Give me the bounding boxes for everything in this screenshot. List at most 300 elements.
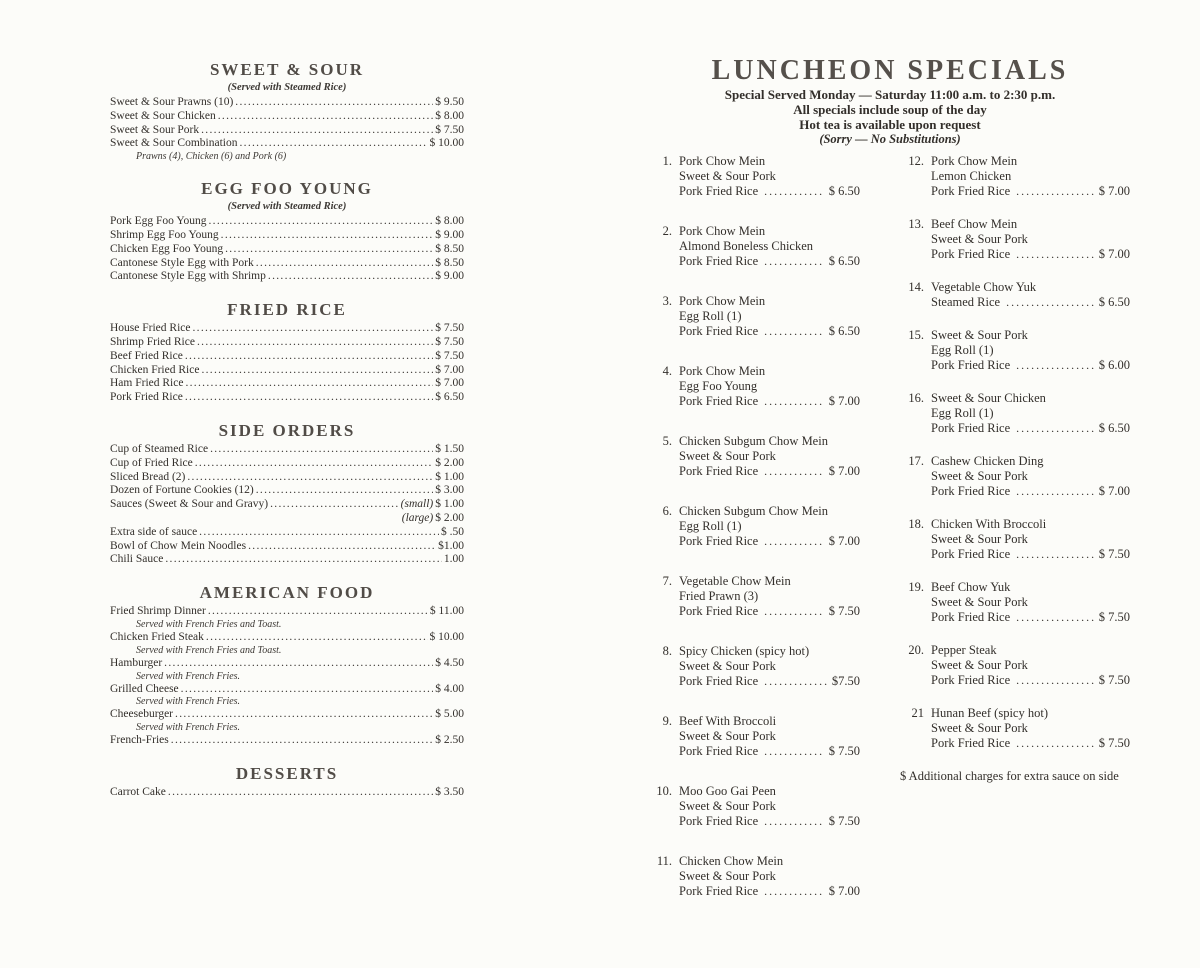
special-price: $ 7.50 bbox=[1098, 610, 1130, 624]
section-items bbox=[110, 786, 464, 800]
special-item bbox=[900, 154, 1130, 199]
special-price-line bbox=[931, 247, 1130, 262]
special-body bbox=[931, 154, 1130, 199]
special-price-line bbox=[679, 324, 860, 339]
special-number: 3. bbox=[662, 294, 672, 308]
dot-leader bbox=[168, 786, 433, 800]
special-lines bbox=[679, 854, 860, 884]
special-number: 17. bbox=[908, 454, 924, 468]
special-price-line bbox=[931, 484, 1130, 499]
menu-item-name: Bowl of Chow Mein Noodles bbox=[110, 539, 247, 552]
special-price-label: Pork Fried Rice bbox=[679, 534, 759, 548]
special-line: Lemon Chicken bbox=[931, 169, 1012, 183]
menu-item-price: $ 10.00 bbox=[429, 137, 464, 150]
menu-item-row bbox=[110, 322, 464, 336]
special-item bbox=[648, 644, 860, 689]
menu-item-row bbox=[110, 498, 464, 512]
dot-leader bbox=[185, 391, 433, 405]
special-line: Sweet & Sour Pork bbox=[931, 328, 1028, 342]
menu-item-price: $ 11.00 bbox=[429, 605, 464, 618]
special-lines bbox=[679, 574, 860, 604]
special-line: Egg Foo Young bbox=[679, 379, 758, 393]
menu-item-row bbox=[110, 229, 464, 243]
special-price-label: Pork Fried Rice bbox=[679, 884, 759, 898]
dot-leader bbox=[1016, 610, 1094, 625]
menu-item-name: Grilled Cheese bbox=[110, 682, 179, 695]
section-items bbox=[110, 96, 464, 163]
special-price: $ 7.00 bbox=[1098, 484, 1130, 498]
special-price-line bbox=[679, 744, 860, 759]
special-price-line bbox=[931, 421, 1130, 436]
menu-item-price: $ 2.00 bbox=[435, 511, 464, 524]
special-number: 18. bbox=[908, 517, 924, 531]
menu-item-row bbox=[110, 734, 464, 748]
menu-item-row bbox=[110, 457, 464, 471]
special-number: 4. bbox=[662, 364, 672, 378]
special-body bbox=[679, 224, 860, 269]
menu-item-price: $ 5.00 bbox=[435, 708, 464, 721]
special-price-line bbox=[679, 674, 860, 689]
special-price: $ 7.50 bbox=[1098, 547, 1130, 561]
special-price: $ 7.50 bbox=[828, 744, 860, 758]
special-lines bbox=[931, 391, 1130, 421]
menu-item-size-label: (small) bbox=[400, 498, 434, 511]
dot-leader bbox=[764, 394, 824, 409]
special-number: 21 bbox=[911, 706, 924, 720]
dot-leader bbox=[270, 498, 398, 512]
dot-leader bbox=[197, 336, 433, 350]
menu-item-row bbox=[110, 631, 464, 645]
menu-section bbox=[110, 300, 464, 405]
menu-item-price: $ 1.00 bbox=[435, 470, 464, 483]
special-line: Pork Chow Mein bbox=[679, 294, 766, 308]
special-price-label: Pork Fried Rice bbox=[679, 394, 759, 408]
dot-leader bbox=[764, 744, 824, 759]
specials-columns bbox=[628, 154, 1152, 924]
menu-item-name: Chili Sauce bbox=[110, 553, 164, 566]
dot-leader bbox=[764, 534, 824, 549]
special-item bbox=[648, 504, 860, 549]
special-line: Spicy Chicken (spicy hot) bbox=[679, 644, 810, 658]
menu-item-name: Ham Fried Rice bbox=[110, 377, 184, 390]
menu-item-name: Chicken Fried Steak bbox=[110, 630, 204, 643]
menu-item-row bbox=[110, 540, 464, 554]
menu-item-row bbox=[110, 708, 464, 722]
menu-item-name: Shrimp Egg Foo Young bbox=[110, 228, 219, 241]
special-lines bbox=[931, 580, 1130, 610]
special-price-line bbox=[679, 254, 860, 269]
special-price: $ 7.50 bbox=[828, 814, 860, 828]
specials-hours: Special Served Monday — Saturday 11:00 a.m. to 2:30 p.m. bbox=[724, 87, 1056, 102]
special-item bbox=[648, 574, 860, 619]
dot-leader bbox=[1006, 295, 1094, 310]
special-lines bbox=[679, 364, 860, 394]
menu-item-name: Cheeseburger bbox=[110, 708, 174, 721]
special-price-label: Pork Fried Rice bbox=[931, 184, 1011, 198]
special-line: Beef Chow Mein bbox=[931, 217, 1018, 231]
dot-leader bbox=[175, 708, 433, 722]
special-price-line bbox=[679, 814, 860, 829]
section-title: SIDE ORDERS bbox=[218, 420, 356, 440]
special-body bbox=[931, 217, 1130, 262]
menu-item-price: $ 9.50 bbox=[435, 96, 464, 108]
special-line: Pork Chow Mein bbox=[679, 224, 766, 238]
special-price-label: Pork Fried Rice bbox=[679, 324, 759, 338]
special-price: $ 6.50 bbox=[1098, 421, 1130, 435]
special-lines bbox=[931, 706, 1130, 736]
special-number: 5. bbox=[662, 434, 672, 448]
special-price-label: Pork Fried Rice bbox=[931, 484, 1011, 498]
special-item bbox=[648, 294, 860, 339]
menu-item-row bbox=[110, 124, 464, 138]
menu-item-note: Served with French Fries. bbox=[136, 722, 241, 734]
menu-item-name: Sweet & Sour Prawns (10) bbox=[110, 96, 234, 108]
special-price: $7.50 bbox=[831, 674, 860, 688]
special-line: Beef Chow Yuk bbox=[931, 580, 1011, 594]
special-item bbox=[648, 364, 860, 409]
special-price: $ 7.00 bbox=[1098, 184, 1130, 198]
specials-column-1 bbox=[648, 154, 860, 924]
section-subtitle: (Served with Steamed Rice) bbox=[227, 201, 347, 213]
menu-item-price: $ 8.00 bbox=[435, 215, 464, 228]
dot-leader bbox=[764, 254, 824, 269]
menu-item-name: Sweet & Sour Combination bbox=[110, 137, 238, 150]
menu-item-note: Served with French Fries. bbox=[136, 696, 241, 708]
special-lines bbox=[679, 294, 860, 324]
special-number: 14. bbox=[908, 280, 924, 294]
special-price: $ 7.00 bbox=[828, 394, 860, 408]
special-body bbox=[931, 391, 1130, 436]
dot-leader bbox=[201, 364, 433, 378]
menu-item-price: $ 7.50 bbox=[435, 123, 464, 136]
dot-leader bbox=[164, 657, 433, 671]
special-lines bbox=[931, 454, 1130, 484]
menu-item-price: $ 8.50 bbox=[435, 256, 464, 269]
special-line: Cashew Chicken Ding bbox=[931, 454, 1044, 468]
special-body bbox=[931, 280, 1130, 310]
menu-item-note: Served with French Fries and Toast. bbox=[136, 644, 282, 656]
special-body bbox=[931, 454, 1130, 499]
menu-item-name: Chicken Egg Foo Young bbox=[110, 242, 224, 255]
dot-leader bbox=[192, 322, 433, 336]
special-line: Chicken With Broccoli bbox=[931, 517, 1047, 531]
menu-item-name: Fried Shrimp Dinner bbox=[110, 605, 206, 618]
special-price-label: Pork Fried Rice bbox=[931, 610, 1011, 624]
dot-leader bbox=[1016, 421, 1094, 436]
special-price-line bbox=[679, 604, 860, 619]
menu-item-row bbox=[110, 605, 464, 619]
section-items bbox=[110, 322, 464, 405]
menu-item-price: $ 9.00 bbox=[435, 228, 464, 241]
menu-item-row bbox=[110, 657, 464, 671]
special-price: $ 7.50 bbox=[1098, 673, 1130, 687]
special-line: Chicken Subgum Chow Mein bbox=[679, 434, 828, 448]
menu-item-row bbox=[110, 110, 464, 124]
special-body bbox=[679, 574, 860, 619]
special-lines bbox=[931, 217, 1130, 247]
special-number: 2. bbox=[662, 224, 672, 238]
section-title: AMERICAN FOOD bbox=[199, 583, 375, 603]
special-price-label: Pork Fried Rice bbox=[679, 464, 759, 478]
special-price-line bbox=[931, 295, 1130, 310]
dot-leader bbox=[1016, 247, 1094, 262]
special-price: $ 7.00 bbox=[1098, 247, 1130, 261]
menu-item-row bbox=[110, 683, 464, 697]
menu-item-price: $ 9.00 bbox=[435, 270, 464, 283]
section-title: SWEET & SOUR bbox=[209, 60, 365, 79]
special-line: Sweet & Sour Chicken bbox=[931, 391, 1046, 405]
special-body bbox=[931, 580, 1130, 625]
menu-item-size-label: (large) bbox=[401, 511, 434, 524]
menu-item-row bbox=[110, 257, 464, 271]
special-line: Egg Roll (1) bbox=[931, 343, 994, 357]
special-price-line bbox=[679, 184, 860, 199]
left-page-sections bbox=[110, 60, 464, 800]
dot-leader bbox=[1016, 673, 1094, 688]
special-number: 15. bbox=[908, 328, 924, 342]
special-lines bbox=[679, 784, 860, 814]
dot-leader bbox=[764, 674, 827, 689]
extra-sauce-footnote: $ Additional charges for extra sauce on side bbox=[900, 769, 1119, 783]
dot-leader bbox=[225, 243, 433, 257]
menu-item-row bbox=[110, 553, 464, 567]
special-item bbox=[648, 434, 860, 479]
special-price-label: Pork Fried Rice bbox=[931, 547, 1011, 561]
special-body bbox=[679, 854, 860, 899]
dot-leader bbox=[1016, 547, 1094, 562]
menu-item-name: Sliced Bread (2) bbox=[110, 470, 186, 483]
special-lines bbox=[679, 714, 860, 744]
menu-item-row bbox=[110, 350, 464, 364]
special-number: 16. bbox=[908, 391, 924, 405]
menu-section bbox=[110, 764, 464, 800]
section-subtitle: (Served with Steamed Rice) bbox=[227, 82, 347, 93]
special-price: $ 6.50 bbox=[1098, 295, 1130, 309]
special-body bbox=[679, 644, 860, 689]
menu-item-price: $ .50 bbox=[441, 525, 464, 538]
special-price-line bbox=[931, 736, 1130, 751]
special-line: Sweet & Sour Pork bbox=[931, 721, 1028, 735]
menu-item-price: $ 2.50 bbox=[435, 734, 464, 747]
dot-leader bbox=[248, 540, 436, 554]
dot-leader bbox=[206, 631, 428, 645]
special-price-line bbox=[679, 394, 860, 409]
menu-item-row bbox=[110, 391, 464, 405]
special-number: 10. bbox=[656, 784, 672, 798]
special-lines bbox=[679, 154, 860, 184]
special-body bbox=[931, 328, 1130, 373]
menu-item-row bbox=[110, 526, 464, 540]
special-line: Pork Chow Mein bbox=[679, 154, 766, 168]
special-lines bbox=[931, 517, 1130, 547]
special-lines bbox=[931, 328, 1130, 358]
special-line: Sweet & Sour Pork bbox=[679, 659, 776, 673]
special-number: 19. bbox=[908, 580, 924, 594]
menu-item-name: Dozen of Fortune Cookies (12) bbox=[110, 484, 254, 497]
dot-leader bbox=[764, 464, 824, 479]
menu-item-name: Cantonese Style Egg with Shrimp bbox=[110, 270, 266, 283]
menu-item-row bbox=[110, 512, 464, 526]
special-price: $ 6.50 bbox=[828, 324, 860, 338]
special-body bbox=[679, 154, 860, 199]
special-item bbox=[648, 714, 860, 759]
dot-leader bbox=[209, 215, 434, 229]
special-line: Beef With Broccoli bbox=[679, 714, 777, 728]
special-price-line bbox=[931, 610, 1130, 625]
luncheon-specials-title: LUNCHEON SPECIALS bbox=[711, 55, 1069, 86]
special-item bbox=[900, 454, 1130, 499]
menu-item-name: Cantonese Style Egg with Pork bbox=[110, 256, 254, 269]
menu-item-price: $ 6.50 bbox=[435, 391, 464, 404]
specials-list-1 bbox=[648, 154, 860, 899]
menu-item-name: Shrimp Fried Rice bbox=[110, 335, 195, 348]
special-body bbox=[679, 504, 860, 549]
menu-item-price: $ 7.00 bbox=[435, 377, 464, 390]
special-line: Chicken Subgum Chow Mein bbox=[679, 504, 828, 518]
special-price: $ 7.00 bbox=[828, 884, 860, 898]
special-item bbox=[900, 706, 1130, 751]
menu-item-price: $ 3.00 bbox=[435, 484, 464, 497]
special-price-label: Pork Fried Rice bbox=[931, 673, 1011, 687]
special-price-line bbox=[679, 534, 860, 549]
special-line: Sweet & Sour Pork bbox=[679, 169, 776, 183]
menu-item-price: $ 8.00 bbox=[435, 109, 464, 122]
dot-leader bbox=[764, 884, 824, 899]
menu-item-name: Hamburger bbox=[110, 656, 163, 669]
menu-page-right bbox=[628, 55, 1152, 924]
menu-item-row bbox=[110, 215, 464, 229]
special-body bbox=[931, 706, 1130, 751]
dot-leader bbox=[218, 110, 434, 124]
menu-item-row bbox=[110, 377, 464, 391]
special-item bbox=[900, 391, 1130, 436]
menu-item-price: $ 7.00 bbox=[435, 363, 464, 376]
menu-item-note: Served with French Fries. bbox=[136, 670, 241, 682]
menu-section bbox=[110, 60, 464, 163]
menu-item-price: 1.00 bbox=[443, 553, 464, 566]
special-line: Egg Roll (1) bbox=[679, 519, 742, 533]
special-price: $ 7.00 bbox=[828, 464, 860, 478]
special-line: Sweet & Sour Pork bbox=[931, 658, 1028, 672]
dot-leader bbox=[764, 324, 824, 339]
dot-leader bbox=[1016, 358, 1094, 373]
menu-item-name: Pork Egg Foo Young bbox=[110, 215, 207, 228]
special-number: 8. bbox=[662, 644, 672, 658]
dot-leader bbox=[1016, 484, 1094, 499]
special-item bbox=[648, 224, 860, 269]
special-price-line bbox=[931, 547, 1130, 562]
menu-item-row bbox=[110, 137, 464, 151]
menu-item-price: $ 10.00 bbox=[429, 630, 464, 643]
special-line: Sweet & Sour Pork bbox=[679, 799, 776, 813]
special-price-label: Pork Fried Rice bbox=[679, 744, 759, 758]
special-line: Sweet & Sour Pork bbox=[931, 532, 1028, 546]
dot-leader bbox=[210, 443, 433, 457]
section-items bbox=[110, 443, 464, 567]
special-price-line bbox=[931, 358, 1130, 373]
menu-page-left bbox=[110, 60, 464, 816]
menu-item-price: $ 7.50 bbox=[435, 322, 464, 335]
special-price: $ 7.50 bbox=[1098, 736, 1130, 750]
special-number: 1. bbox=[662, 154, 672, 168]
special-number: 12. bbox=[908, 154, 924, 168]
menu-item-row bbox=[110, 786, 464, 800]
special-price: $ 7.00 bbox=[828, 534, 860, 548]
special-line: Almond Boneless Chicken bbox=[679, 239, 814, 253]
special-lines bbox=[679, 504, 860, 534]
special-price-label: Pork Fried Rice bbox=[931, 736, 1011, 750]
special-lines bbox=[679, 434, 860, 464]
dot-leader bbox=[208, 605, 428, 619]
special-lines bbox=[931, 154, 1130, 184]
special-number: 7. bbox=[662, 574, 672, 588]
special-body bbox=[931, 517, 1130, 562]
menu-item-name: Extra side of sauce bbox=[110, 525, 198, 538]
special-price-line bbox=[931, 184, 1130, 199]
menu-item-row bbox=[110, 471, 464, 485]
special-line: Fried Prawn (3) bbox=[679, 589, 759, 603]
dot-leader bbox=[195, 457, 434, 471]
menu-item-price: $ 1.00 bbox=[435, 498, 464, 511]
special-line: Pork Chow Mein bbox=[679, 364, 766, 378]
special-line: Chicken Chow Mein bbox=[679, 854, 784, 868]
special-price: $ 7.50 bbox=[828, 604, 860, 618]
special-line: Pepper Steak bbox=[931, 643, 997, 657]
special-item bbox=[900, 328, 1130, 373]
special-item bbox=[900, 217, 1130, 262]
menu-item-price: $ 7.50 bbox=[435, 349, 464, 362]
dot-leader bbox=[764, 184, 824, 199]
dot-leader bbox=[221, 229, 434, 243]
menu-item-note: Served with French Fries and Toast. bbox=[136, 618, 282, 630]
special-number: 20. bbox=[908, 643, 924, 657]
menu-item-name: Chicken Fried Rice bbox=[110, 363, 200, 376]
special-item bbox=[648, 854, 860, 899]
special-price-label: Pork Fried Rice bbox=[931, 421, 1011, 435]
special-lines bbox=[931, 280, 1130, 295]
specials-soup-note: All specials include soup of the day bbox=[793, 102, 987, 117]
dot-leader bbox=[165, 553, 442, 567]
menu-item-row bbox=[110, 270, 464, 284]
menu-item-price: $ 4.00 bbox=[435, 682, 464, 695]
special-price-label: Pork Fried Rice bbox=[679, 254, 759, 268]
dot-leader bbox=[256, 484, 434, 498]
menu-item-name: Carrot Cake bbox=[110, 785, 166, 798]
special-line: Vegetable Chow Mein bbox=[679, 574, 791, 588]
dot-leader bbox=[199, 526, 439, 540]
menu-item-row bbox=[110, 96, 464, 110]
specials-tea-note: Hot tea is available upon request bbox=[799, 117, 981, 132]
special-line: Sweet & Sour Pork bbox=[679, 869, 776, 883]
special-line: Hunan Beef (spicy hot) bbox=[931, 706, 1048, 720]
special-lines bbox=[679, 644, 860, 674]
special-line: Vegetable Chow Yuk bbox=[931, 280, 1037, 294]
dot-leader bbox=[235, 96, 433, 110]
special-price-label: Pork Fried Rice bbox=[931, 358, 1011, 372]
menu-item-row bbox=[110, 484, 464, 498]
special-line: Moo Goo Gai Peen bbox=[679, 784, 776, 798]
menu-item-price: $ 2.00 bbox=[435, 456, 464, 469]
dot-leader bbox=[185, 377, 433, 391]
menu-item-price: $ 1.50 bbox=[435, 442, 464, 455]
menu-item-row bbox=[110, 243, 464, 257]
menu-item-name: French-Fries bbox=[110, 734, 169, 747]
menu-item-name: Cup of Steamed Rice bbox=[110, 442, 209, 455]
special-line: Sweet & Sour Pork bbox=[931, 469, 1028, 483]
special-item bbox=[648, 154, 860, 199]
dot-leader bbox=[1016, 184, 1094, 199]
special-item bbox=[900, 580, 1130, 625]
